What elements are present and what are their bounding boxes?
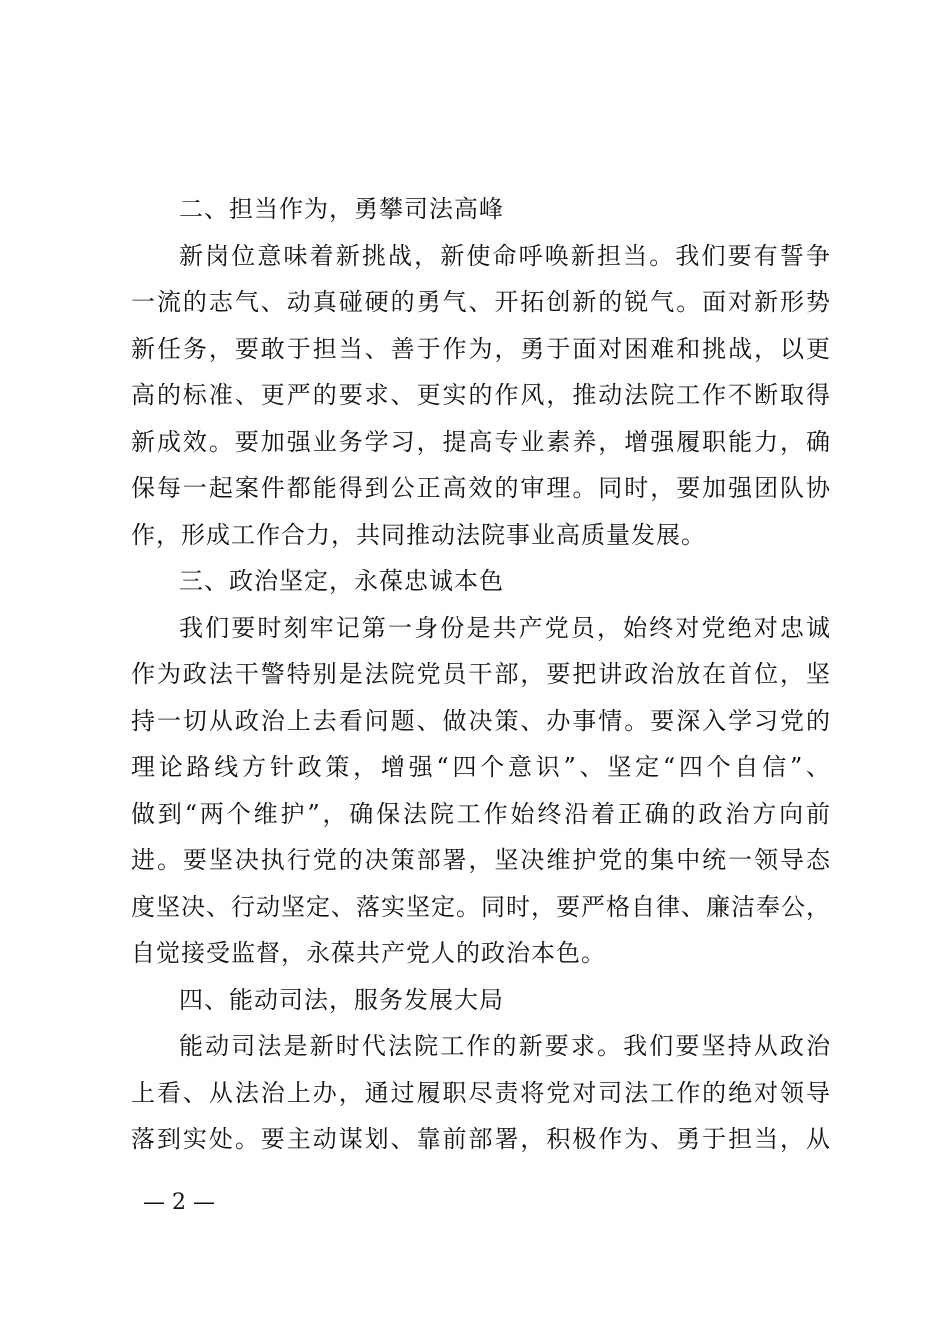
paragraph-line: 我们要时刻牢记第一身份是共产党员，始终对党绝对忠诚: [179, 613, 831, 642]
paragraph-line: 能动司法是新时代法院工作的新要求。我们要坚持从政治: [179, 1032, 831, 1060]
paragraph-line: 理论路线方针政策，增强“四个意识”、坚定“四个自信”、: [131, 753, 831, 781]
paragraph-line: 做到“两个维护”，确保法院工作始终沿着正确的政治方向前: [131, 799, 831, 828]
paragraph-line: 持一切从政治上去看问题、做决策、办事情。要深入学习党的: [131, 706, 831, 735]
paragraph-line: 落到实处。要主动谋划、靠前部署，积极作为、勇于担当，从: [131, 1125, 831, 1153]
section-2: [131, 186, 831, 558]
section-heading: 四、能动司法，服务发展大局: [179, 985, 504, 1014]
paragraph-line: 进。要坚决执行党的决策部署，坚决维护党的集中统一领导态: [131, 846, 831, 874]
document-body: [131, 186, 831, 1163]
paragraph-line: 上看、从法治上办，通过履职尽责将党对司法工作的绝对领导: [131, 1078, 831, 1107]
section-heading: 二、担当作为，勇攀司法高峰: [179, 195, 504, 223]
paragraph-line: 一流的志气、动真碰硬的勇气、开拓创新的锐气。面对新形势: [131, 288, 831, 316]
section-heading: 三、政治坚定，永葆忠诚本色: [179, 567, 504, 595]
section-paragraph: [131, 605, 831, 977]
paragraph-line: 作为政法干警特别是法院党员干部，要把讲政治放在首位，坚: [131, 660, 831, 688]
section-paragraph: [131, 233, 831, 559]
section-4: [131, 977, 831, 1163]
paragraph-line: 度坚决、行动坚定、落实坚定。同时，要严格自律、廉洁奉公，: [131, 892, 831, 921]
paragraph-line: 保每一起案件都能得到公正高效的审理。同时，要加强团队协: [131, 474, 831, 502]
paragraph-line: 自觉接受监督，永葆共产党人的政治本色。: [131, 939, 606, 967]
page-number: — 2 —: [143, 1190, 215, 1215]
section-3: [131, 558, 831, 977]
paragraph-line: 作，形成工作合力，共同推动法院事业高质量发展。: [131, 520, 706, 549]
section-paragraph: [131, 1023, 831, 1163]
paragraph-line: 新成效。要加强业务学习，提高专业素养，增强履职能力，确: [131, 427, 831, 456]
paragraph-line: 新任务，要敢于担当、善于作为，勇于面对困难和挑战，以更: [131, 334, 831, 363]
paragraph-line: 高的标准、更严的要求、更实的作风，推动法院工作不断取得: [131, 381, 831, 409]
paragraph-line: 新岗位意味着新挑战，新使命呼唤新担当。我们要有誓争: [179, 241, 831, 270]
